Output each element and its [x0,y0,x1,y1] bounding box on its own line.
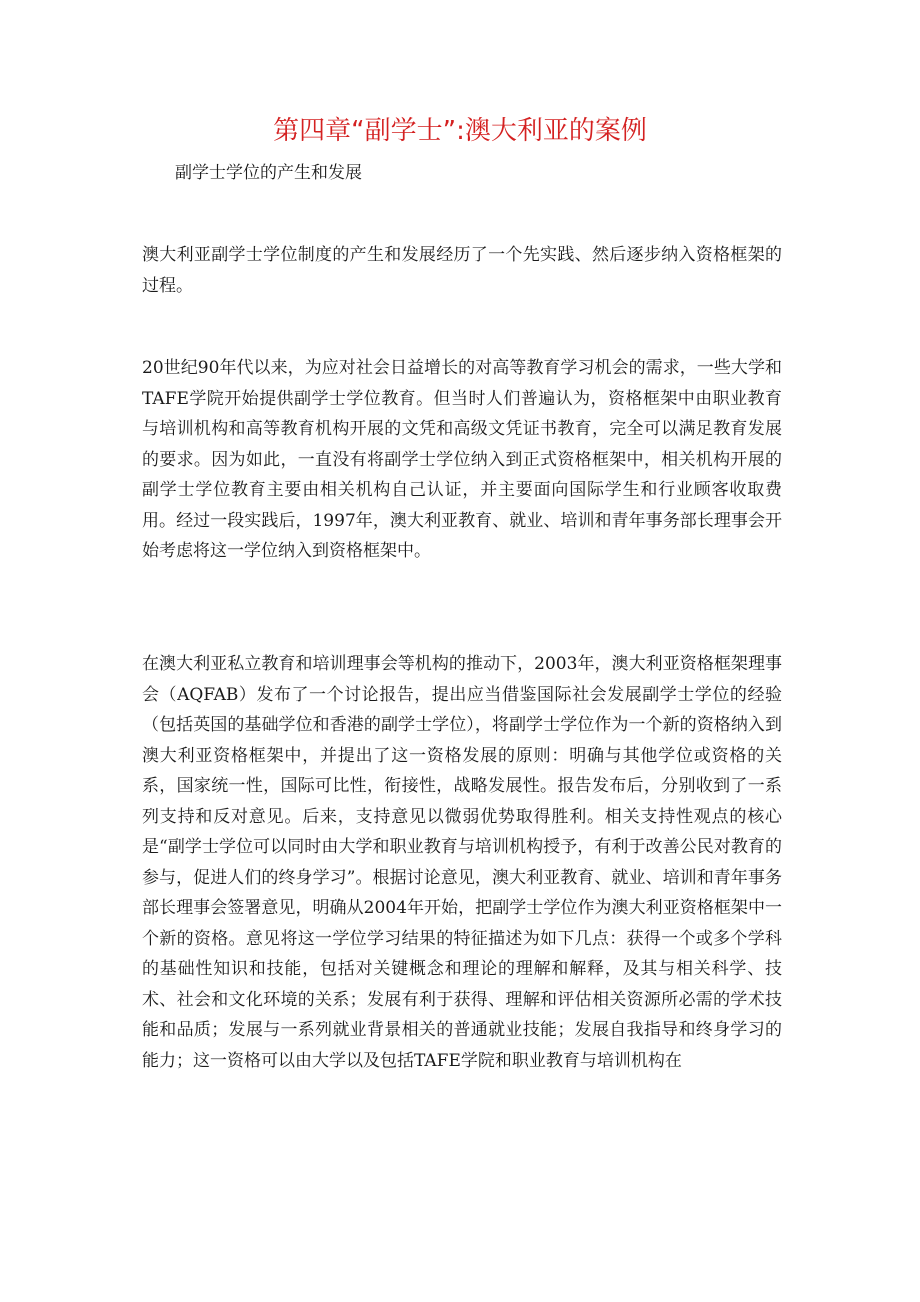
body-paragraph: 20世纪90年代以来，为应对社会日益增长的对高等教育学习机会的需求，一些大学和TAFE学院开始提供副学士学位教育。但当时人们普遍认为，资格框架中由职业教育与培训机构和高等教育机构开展的文凭和高级文凭证书教育，完全可以满足教育发展的要求。因为如此，一直没有将副学士学位纳入到正式资格框架中，相关机构开展的副学士学位教育主要由相关机构自己认证，并主要面向国际学生和行业顾客收取费用。经过一段实践后，1997年，澳大利亚教育、就业、培训和青年事务部长理事会开始考虑将这一学位纳入到资格框架中。 [142,358,782,561]
section-subtitle: 副学士学位的产生和发展 [175,163,362,183]
body-paragraph: 澳大利亚副学士学位制度的产生和发展经历了一个先实践、然后逐步纳入资格框架的过程。 [142,245,782,296]
body-paragraph: 在澳大利亚私立教育和培训理事会等机构的推动下，2003年，澳大利亚资格框架理事会（AQFAB）发布了一个讨论报告，提出应当借鉴国际社会发展副学士学位的经验（包括英国的基础学位和香港的副学士学位），将副学士学位作为一个新的资格纳入到澳大利亚资格框架中，并提出了这一资格发展的原则：明确与其他学位或资格的关系，国家统一性，国际可比性，衔接性，战略发展性。报告发布后，分别收到了一系列支持和反对意见。后来，支持意见以微弱优势取得胜利。相关支持性观点的核心是“副学士学位可以同时由大学和职业教育与培训机构授予，有利于改善公民对教育的参与，促进人们的终身学习”。根据讨论意见，澳大利亚教育、就业、培训和青年事务部长理事会签署意见，明确从2004年开始，把副学士学位作为澳大利亚资格框架中一个新的资格。意见将这一学位学习结果的特征描述为如下几点：获得一个或多个学科的基础性知识和技能，包括对关键概念和理论的理解和解释，及其与相关科学、技术、社会和文化环境的关系；发展有利于获得、理解和评估相关资源所必需的学术技能和品质；发展与一系列就业背景相关的普通就业技能；发展自我指导和终身学习的能力；这一资格可以由大学以及包括TAFE学院和职业教育与培训机构在 [142,654,782,1071]
document-title: 第四章“副学士”:澳大利亚的案例 [273,116,647,146]
